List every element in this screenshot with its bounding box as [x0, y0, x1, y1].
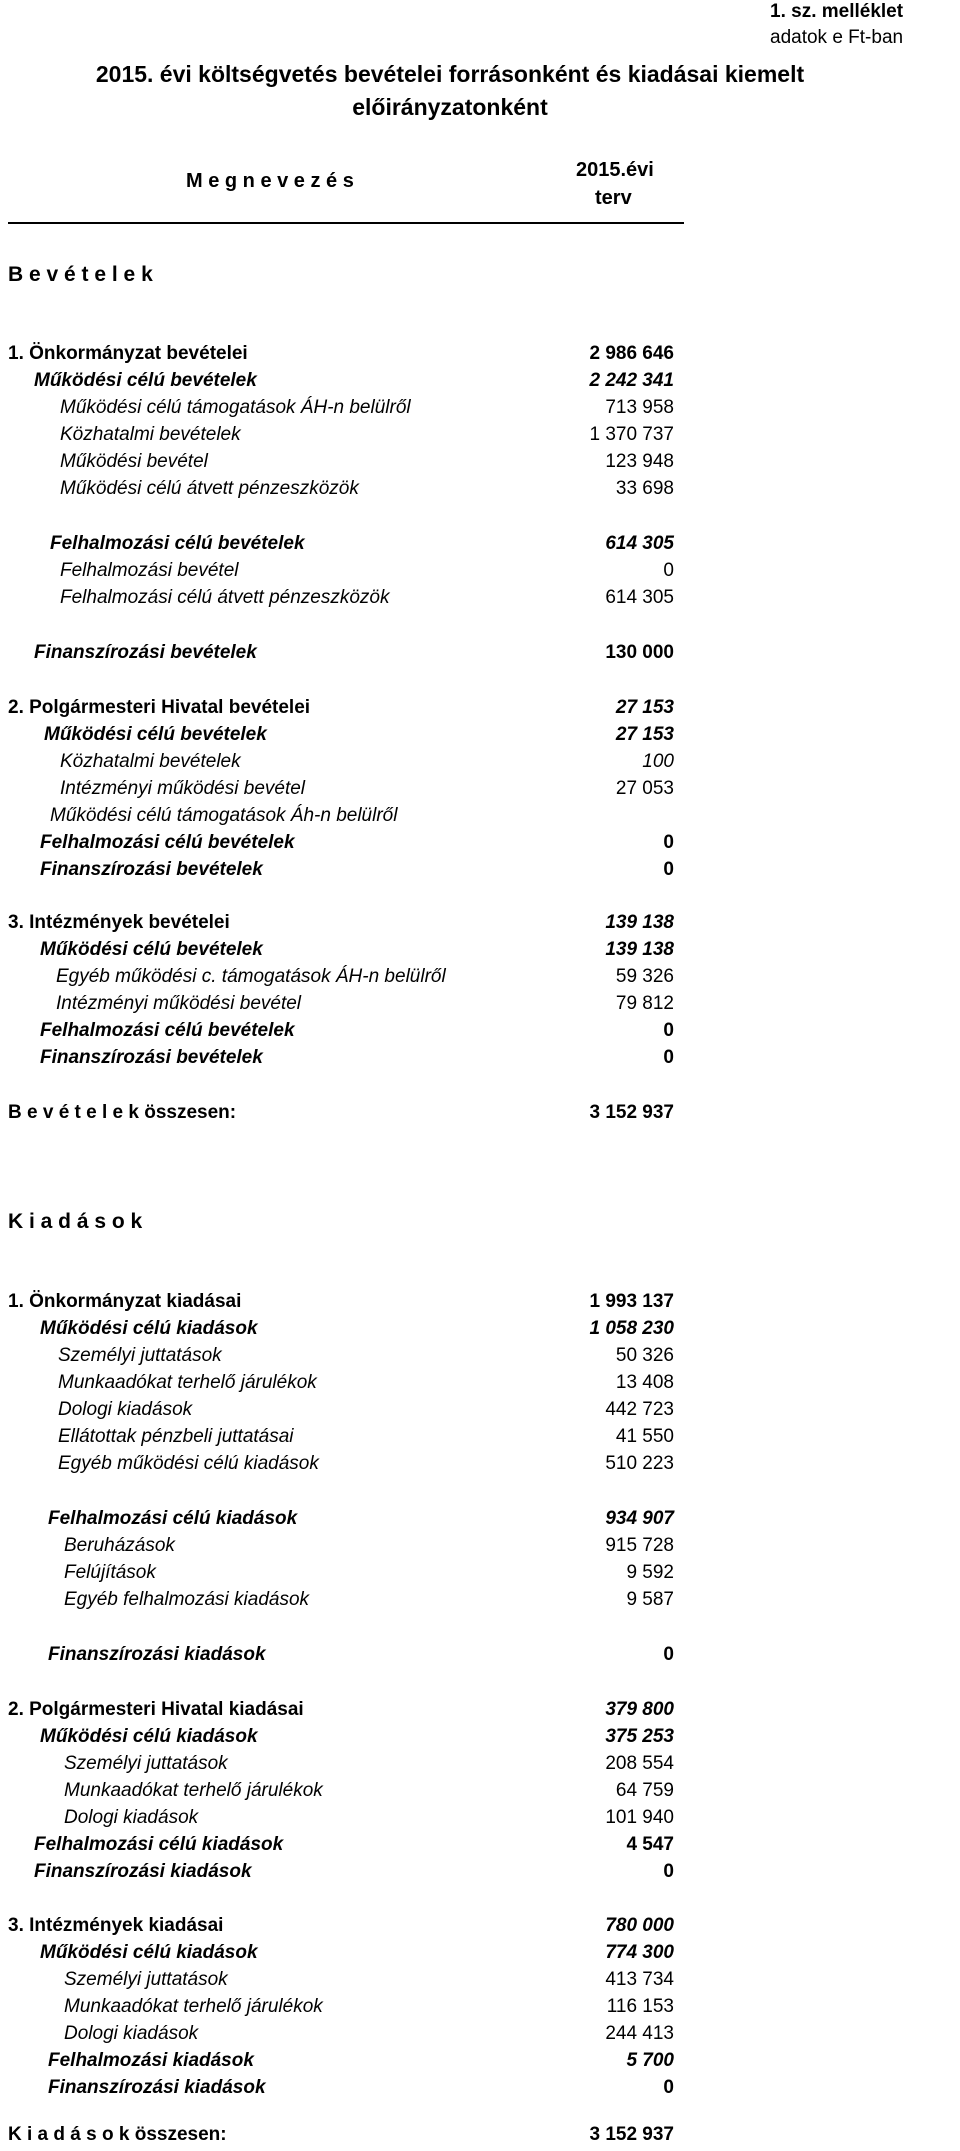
revenue-total-value: 3 152 937 — [589, 1102, 674, 1123]
revenue-heading: B e v é t e l e k — [8, 263, 153, 286]
row-label: Finanszírozási kiadások — [34, 1861, 252, 1882]
row-label: Finanszírozási kiadások — [48, 2077, 266, 2098]
row-value: 0 — [663, 1861, 674, 1882]
row-label: Felhalmozási célú átvett pénzeszközök — [60, 587, 390, 608]
row-value: 100 — [642, 751, 674, 772]
row-label: 3. Intézmények bevételei — [8, 912, 230, 933]
row-label: Dologi kiadások — [64, 2023, 199, 2044]
row-label: Intézményi működési bevétel — [60, 778, 306, 799]
row-value: 375 253 — [605, 1726, 674, 1747]
row-label: Munkaadókat terhelő járulékok — [58, 1372, 317, 1393]
row-label: Egyéb működési c. támogatások ÁH-n belülről — [56, 966, 446, 987]
row-label: 2. Polgármesteri Hivatal bevételei — [8, 697, 311, 718]
row-value: 2 242 341 — [589, 370, 674, 391]
page-title-line1: 2015. évi költségvetés bevételei forrásonként és kiadásai kiemelt — [95, 61, 805, 87]
row-label: Működési célú kiadások — [40, 1942, 258, 1963]
row-value: 0 — [663, 859, 674, 880]
row-label: Működési célú átvett pénzeszközök — [60, 478, 359, 499]
row-label: Munkaadókat terhelő járulékok — [64, 1996, 323, 2017]
expenditure-total-label: K i a d á s o k összesen: — [8, 2124, 227, 2145]
row-label: Felhalmozási célú kiadások — [34, 1834, 284, 1855]
row-label: Felhalmozási célú bevételek — [50, 533, 305, 554]
row-label: Működési célú kiadások — [40, 1318, 258, 1339]
row-label: 1. Önkormányzat kiadásai — [8, 1291, 242, 1312]
row-value: 934 907 — [605, 1508, 674, 1529]
row-value: 510 223 — [605, 1453, 674, 1474]
row-label: Személyi juttatások — [64, 1969, 228, 1990]
row-label: 1. Önkormányzat bevételei — [8, 343, 248, 364]
row-label: Működési célú bevételek — [44, 724, 267, 745]
row-value: 27 053 — [615, 778, 674, 799]
row-label: Személyi juttatások — [58, 1345, 222, 1366]
page-title-line2: előirányzatonként — [352, 94, 548, 120]
revenue-total-label: B e v é t e l e k összesen: — [8, 1102, 237, 1123]
row-value: 123 948 — [605, 451, 674, 472]
row-label: Finanszírozási bevételek — [40, 1047, 263, 1068]
row-label: Működési célú támogatások Áh-n belülről — [50, 805, 398, 826]
row-value: 0 — [663, 1644, 674, 1665]
row-label: Beruházások — [64, 1535, 175, 1556]
row-value: 0 — [663, 1020, 674, 1041]
expenditure-total-value: 3 152 937 — [589, 2124, 674, 2145]
row-label: Intézményi működési bevétel — [56, 993, 302, 1014]
row-label: Közhatalmi bevételek — [60, 751, 241, 772]
row-value: 0 — [663, 1047, 674, 1068]
row-label: Felhalmozási célú bevételek — [40, 832, 295, 853]
row-value: 64 759 — [615, 1780, 674, 1801]
row-value: 41 550 — [615, 1426, 674, 1447]
row-value: 0 — [663, 832, 674, 853]
row-value: 139 138 — [605, 939, 674, 960]
row-value: 713 958 — [605, 397, 674, 418]
row-value: 0 — [663, 2077, 674, 2098]
row-value: 139 138 — [605, 912, 674, 933]
row-label: Közhatalmi bevételek — [60, 424, 241, 445]
row-value: 614 305 — [605, 587, 674, 608]
row-value: 413 734 — [605, 1969, 674, 1990]
row-value: 774 300 — [605, 1942, 674, 1963]
row-value: 33 698 — [615, 478, 674, 499]
row-label: Működési célú bevételek — [34, 370, 257, 391]
row-label: Felhalmozási bevétel — [60, 560, 239, 581]
row-value: 915 728 — [605, 1535, 674, 1556]
row-label: Működési célú kiadások — [40, 1726, 258, 1747]
row-value: 9 592 — [626, 1562, 674, 1583]
row-label: Felhalmozási célú kiadások — [48, 1508, 298, 1529]
row-label: Finanszírozási kiadások — [48, 1644, 266, 1665]
row-label: Egyéb felhalmozási kiadások — [64, 1589, 310, 1610]
row-label: Dologi kiadások — [64, 1807, 199, 1828]
column-header-plan-year: 2015.évi — [576, 159, 654, 181]
row-value: 4 547 — [626, 1834, 674, 1855]
row-value: 1 993 137 — [589, 1291, 674, 1312]
row-label: Egyéb működési célú kiadások — [58, 1453, 319, 1474]
row-value: 50 326 — [615, 1345, 674, 1366]
row-value: 13 408 — [615, 1372, 674, 1393]
row-value: 101 940 — [605, 1807, 674, 1828]
column-header-name: M e g n e v e z é s — [186, 170, 354, 192]
row-value: 59 326 — [615, 966, 674, 987]
row-value: 79 812 — [615, 993, 674, 1014]
row-label: 3. Intézmények kiadásai — [8, 1915, 224, 1936]
row-label: Felújítások — [64, 1562, 156, 1583]
row-label: Felhalmozási célú bevételek — [40, 1020, 295, 1041]
row-value: 614 305 — [605, 533, 674, 554]
row-label: 2. Polgármesteri Hivatal kiadásai — [8, 1699, 304, 1720]
row-label: Finanszírozási bevételek — [40, 859, 263, 880]
row-value: 116 153 — [606, 1996, 674, 2017]
header-divider — [8, 222, 684, 224]
row-label: Működési célú támogatások ÁH-n belülről — [60, 397, 411, 418]
row-label: Ellátottak pénzbeli juttatásai — [58, 1426, 294, 1447]
row-label: Személyi juttatások — [64, 1753, 228, 1774]
row-value: 208 554 — [605, 1753, 674, 1774]
row-value: 27 153 — [615, 697, 674, 718]
row-value: 780 000 — [605, 1915, 674, 1936]
row-label: Működési bevétel — [60, 451, 208, 472]
row-value: 1 370 737 — [589, 424, 674, 445]
row-value: 0 — [663, 560, 674, 581]
row-value: 244 413 — [605, 2023, 674, 2044]
row-value: 379 800 — [605, 1699, 674, 1720]
row-value: 1 058 230 — [589, 1318, 674, 1339]
row-label: Dologi kiadások — [58, 1399, 193, 1420]
row-value: 130 000 — [605, 642, 674, 663]
expenditure-heading: K i a d á s o k — [8, 1210, 143, 1233]
row-value: 9 587 — [626, 1589, 674, 1610]
row-value: 2 986 646 — [589, 343, 674, 364]
row-value: 27 153 — [615, 724, 674, 745]
row-label: Munkaadókat terhelő járulékok — [64, 1780, 323, 1801]
column-header-plan: terv — [595, 187, 632, 209]
annex-label: 1. sz. melléklet — [770, 1, 904, 22]
row-value: 5 700 — [626, 2050, 674, 2071]
row-label: Finanszírozási bevételek — [34, 642, 257, 663]
row-value: 442 723 — [605, 1399, 674, 1420]
row-label: Működési célú bevételek — [40, 939, 263, 960]
row-label: Felhalmozási kiadások — [48, 2050, 254, 2071]
unit-label: adatok e Ft-ban — [770, 27, 904, 48]
